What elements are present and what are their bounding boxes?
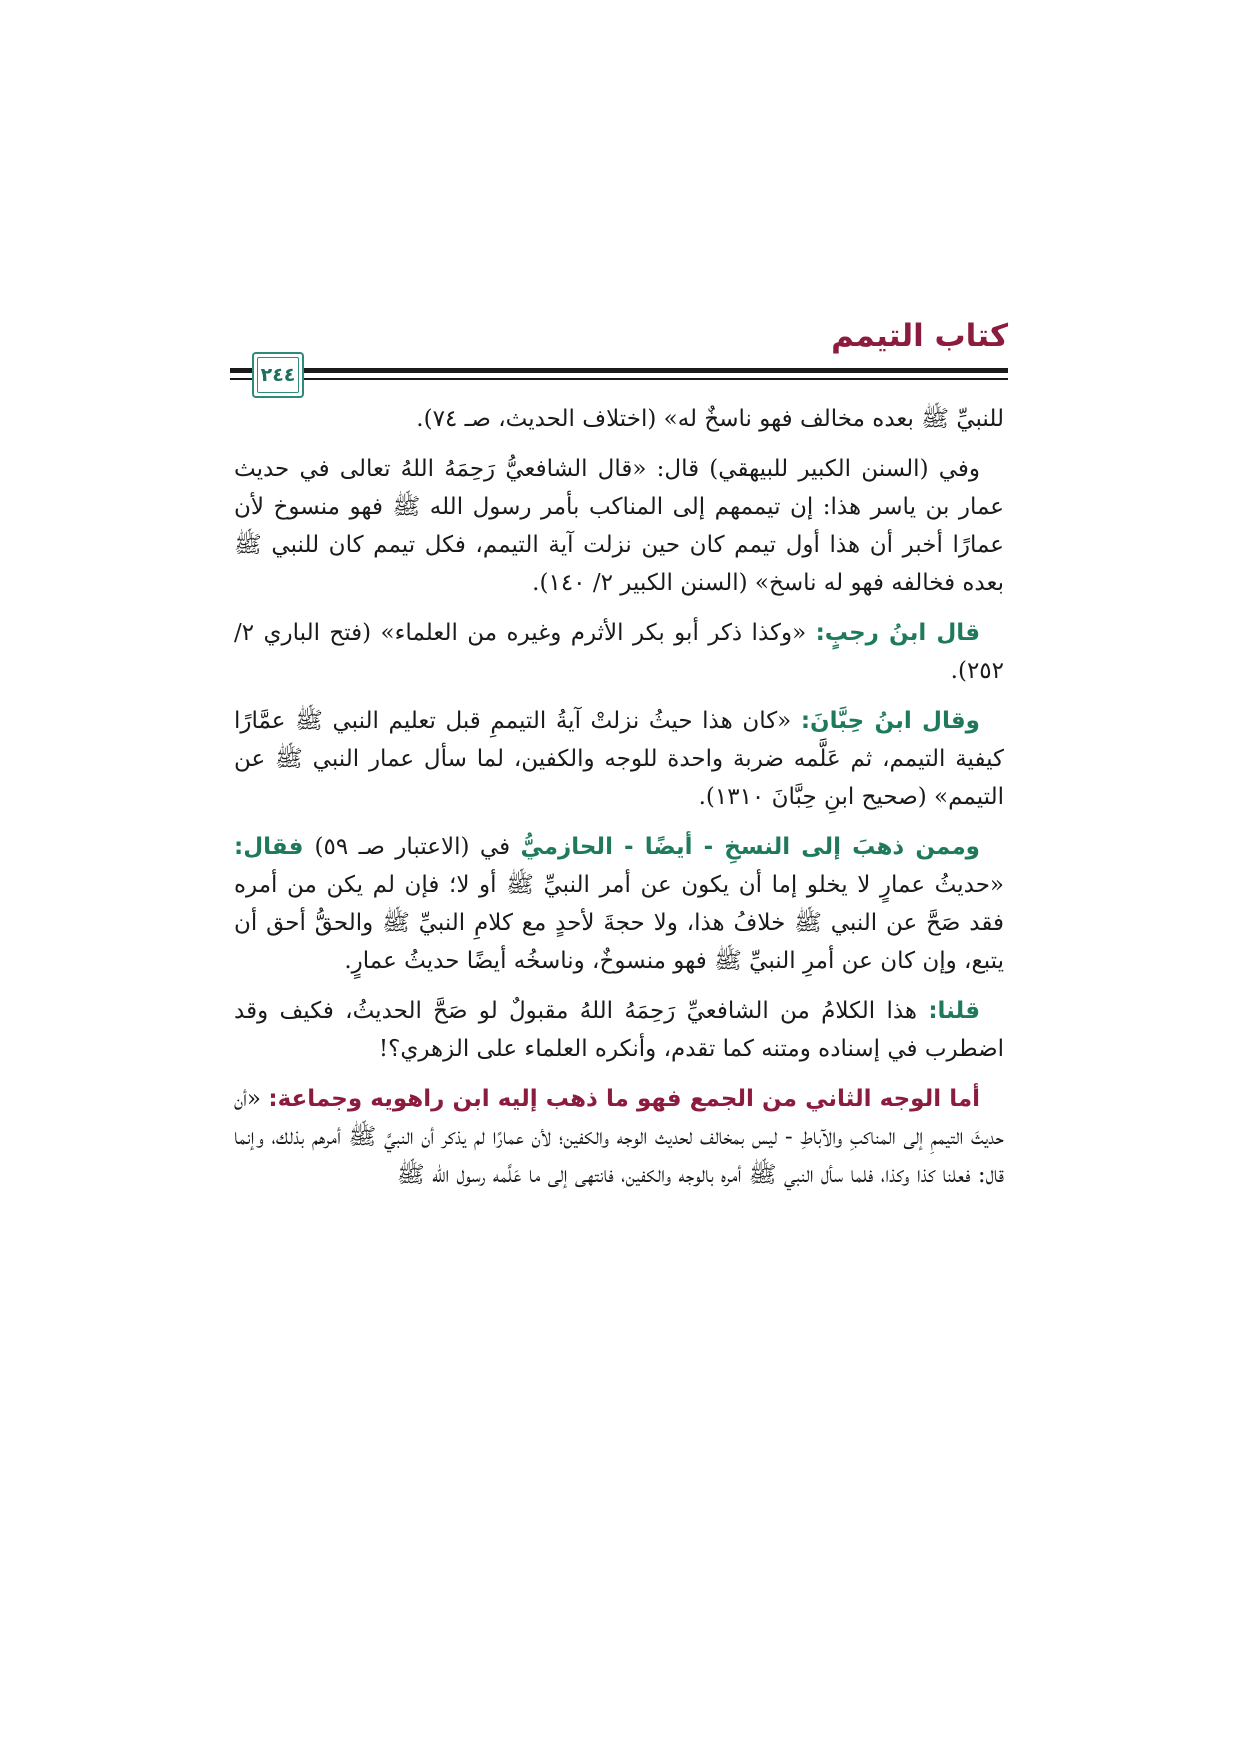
paragraph-6-text: هذا الكلامُ من الشافعيِّ رَحِمَهُ اللهُ مقبولٌ لو صَحَّ الحديثُ، فكيف وقد اضطرب في إسناده ومتنه كما تقدم، وأنكره العلماء على الزهري؟!	[234, 998, 1004, 1062]
paragraph-1-text: للنبيِّ ﷺ بعده مخالف فهو ناسخٌ له» (اختلاف الحديث، صـ ٧٤).	[416, 406, 1004, 432]
paragraph-4-text: «كان هذا حيثُ نزلتْ آيةُ التيممِ قبل تعليم النبي ﷺ عمَّارًا كيفية التيمم، ثم عَلَّمه ضربة واحدة للوجه والكفين، لما سأل عمار النبي ﷺ عن التيمم» (صحيح ابنِ حِبَّانَ ١٣١٠).	[234, 708, 1004, 810]
paragraph-4	[234, 702, 1004, 816]
paragraph-4-lead: وقال ابنُ حِبَّانَ:	[800, 708, 980, 734]
paragraph-6	[234, 992, 1004, 1068]
page-header	[230, 318, 1008, 398]
page-number-badge	[252, 352, 304, 398]
paragraph-3	[234, 614, 1004, 690]
paragraph-5-lead: وممن ذهبَ إلى النسخِ - أيضًا - الحازميُّ	[520, 834, 980, 860]
paragraph-2-text: وفي (السنن الكبير للبيهقي) قال: «قال الشافعيُّ رَحِمَهُ اللهُ تعالى في حديث عمار بن ياسر هذا: إن تيممهم إلى المناكب بأمر رسول الله ﷺ فهو منسوخ لأن عمارًا أخبر أن هذا أول تيمم كان حين نزلت آية التيمم، فكل تيمم كان للنبي ﷺ بعده فخالفه فهو له ناسخ» (السنن الكبير ٢/ ١٤٠).	[234, 456, 1004, 596]
paragraph-7-text: «أن حديثَ التيممِ إلى المناكبِ والآباطِ - ليس بمخالف لحديث الوجه والكفين؛ لأن عمارًا لم يذكر أن النبيَّ ﷺ أمرهم بذلك، وإنما قال: فعلنا كذا وكذا، فلما سأل النبي ﷺ أمره بالوجه والكفين، فانتهى إلى ما عَلَّمه رسول الله ﷺ	[234, 1086, 1004, 1188]
header-rule-thin	[230, 378, 1008, 380]
paragraph-6-lead: قلنا:	[928, 998, 980, 1024]
paragraph-2	[234, 450, 1004, 602]
paragraph-7	[234, 1080, 1004, 1194]
paragraph-5	[234, 828, 1004, 980]
paragraph-5-text: في (الاعتبار صـ ٥٩)	[314, 834, 521, 860]
paragraph-1	[234, 400, 1004, 438]
book-title: كتاب التيمم	[831, 318, 1008, 354]
page-body	[234, 400, 1004, 1206]
page-number: ٢٤٤	[260, 364, 296, 386]
header-rule-thick	[230, 368, 1008, 373]
paragraph-5-quote: «حديثُ عمارٍ لا يخلو إما أن يكون عن أمر النبيِّ ﷺ أو لا؛ فإن لم يكن من أمره فقد صَحَّ عن النبي ﷺ خلافُ هذا، ولا حجةَ لأحدٍ مع كلامِ النبيِّ ﷺ والحقُّ أحق أن يتبع، وإن كان عن أمرِ النبيِّ ﷺ فهو منسوخٌ، وناسخُه أيضًا حديثُ عمارٍ.	[234, 872, 1004, 974]
paragraph-5-tail: فقال:	[234, 834, 315, 860]
paragraph-3-lead: قال ابنُ رجبٍ:	[815, 620, 981, 646]
paragraph-3-text: «وكذا ذكر أبو بكر الأثرم وغيره من العلماء» (فتح الباري ٢/ ٢٥٢).	[234, 620, 1004, 684]
paragraph-7-lead: أما الوجه الثاني من الجمع فهو ما ذهب إليه ابن راهويه وجماعة:	[268, 1086, 980, 1112]
